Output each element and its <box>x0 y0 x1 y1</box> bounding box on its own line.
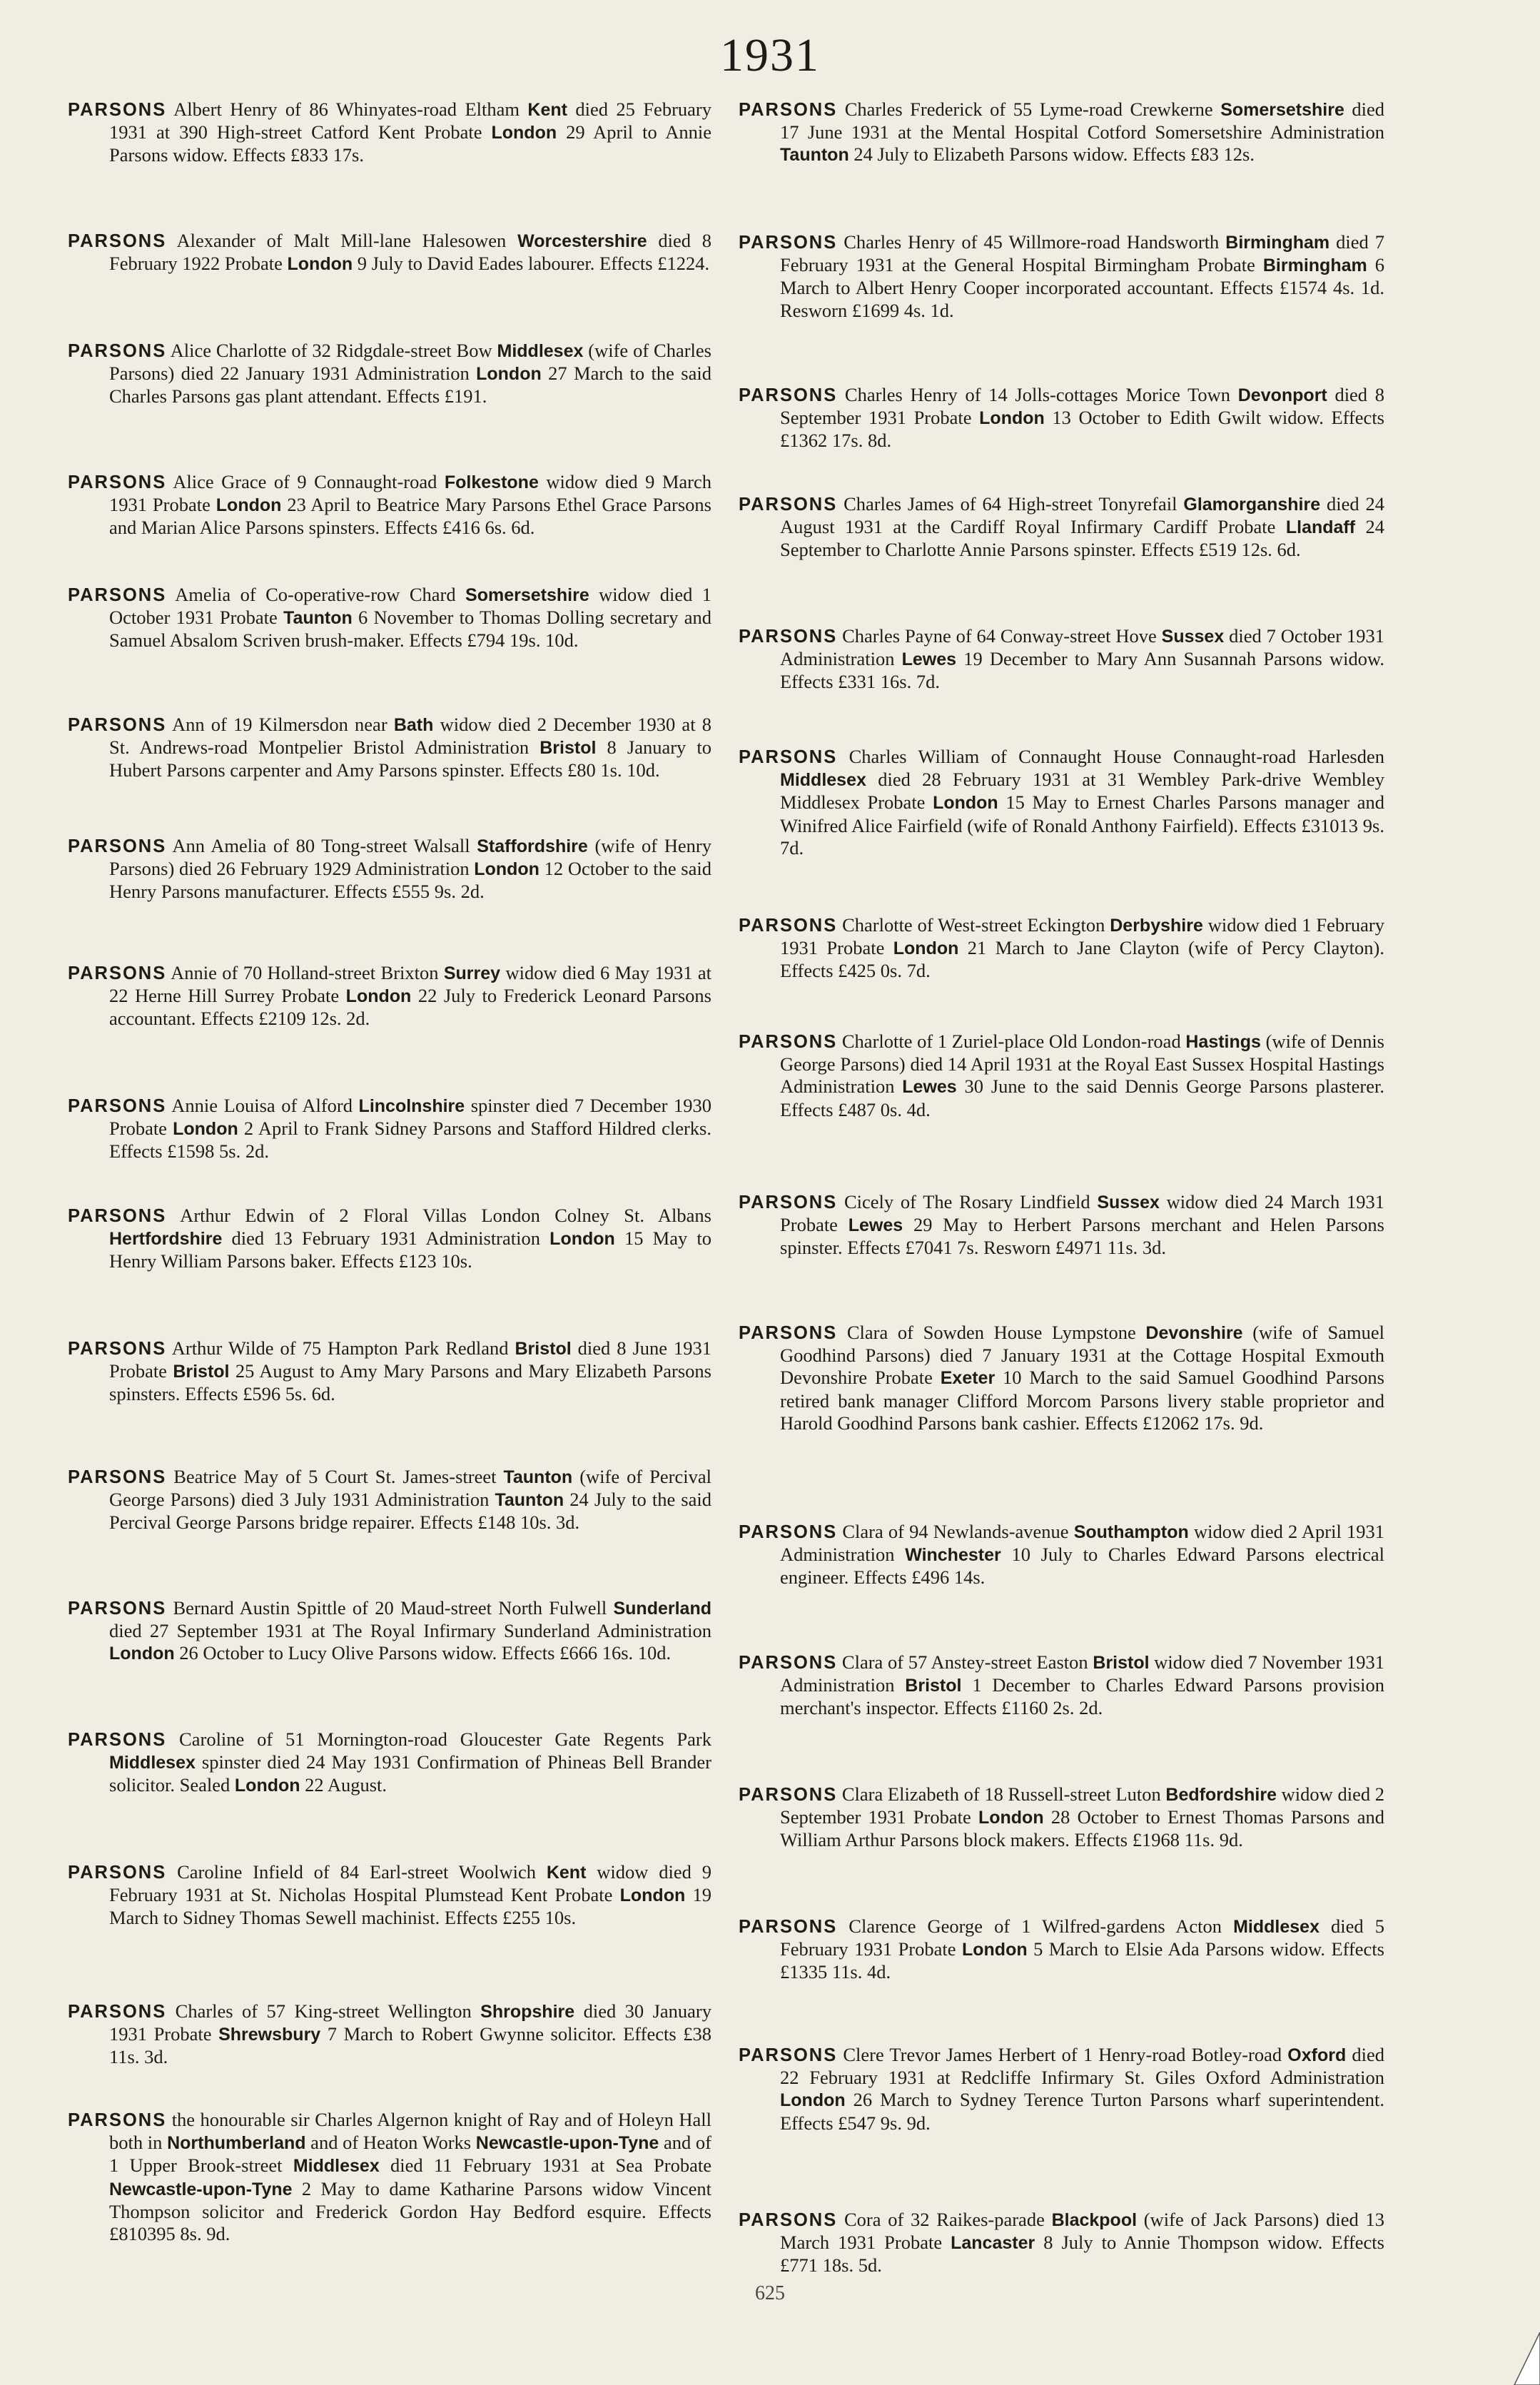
entry-place: London <box>893 938 959 959</box>
entry-place: Lewes <box>902 1077 957 1098</box>
entry-text: widow died 9 February 1931 at St. Nicholas Hospital Plumstead Kent Probate <box>109 1861 712 1906</box>
probate-entry <box>739 384 1384 452</box>
entry-text: Charles William of Connaught House Connaught-road Harlesden <box>837 746 1384 767</box>
entry-text: died 13 February 1931 Administration <box>222 1227 550 1250</box>
probate-entry <box>68 1728 711 1798</box>
entry-text: Charles Payne of 64 Conway-street Hove <box>837 625 1162 647</box>
probate-entry <box>68 1597 711 1666</box>
entry-text: Charles Henry of 14 Jolls-cottages Morice Town <box>837 384 1238 405</box>
entry-place: Glamorganshire <box>1183 495 1321 515</box>
entry-place: London <box>933 793 998 814</box>
entry-text: (wife of Dennis George Parsons) died 14 April 1931 at the Royal East Sussex Hospital Hastings Administration <box>780 1031 1384 1098</box>
entry-text: 22 July to Frederick Leonard Parsons accountant. Effects £2109 12s. 2d. <box>109 985 712 1030</box>
entry-text: 30 June to the said Dennis George Parsons plasterer. Effects £487 0s. 4d. <box>780 1075 1385 1120</box>
entry-place: Middlesex <box>780 770 866 791</box>
entry-place: Derbyshire <box>1110 916 1203 936</box>
entry-place: Lancaster <box>951 2233 1035 2254</box>
entry-place: Northumberland <box>167 2133 306 2154</box>
entry-text: (wife of Jack Parsons) died 13 March 1931 Probate <box>780 2209 1384 2254</box>
probate-entry <box>68 471 711 540</box>
entry-text: Alice Grace of 9 Connaught-road <box>166 471 445 492</box>
entry-surname: PARSONS <box>68 1863 167 1883</box>
probate-entry <box>739 493 1384 562</box>
entry-place: Bristol <box>905 1676 962 1696</box>
entry-place: Llandaff <box>1285 517 1356 538</box>
entry-place: Hertfordshire <box>109 1229 223 1250</box>
entry-text: 10 July to Charles Edward Parsons electrical engineer. Effects £496 14s. <box>780 1544 1384 1589</box>
entry-place: London <box>979 408 1045 429</box>
entry-text: died 27 September 1931 at The Royal Infirmary Sunderland Administration <box>109 1620 711 1642</box>
entry-text: Albert Henry of 86 Whinyates-road Eltham <box>166 98 528 120</box>
entry-text: Charles Frederick of 55 Lyme-road Crewkerne <box>837 98 1221 120</box>
entry-text: Amelia of Co-operative-row Chard <box>166 584 466 605</box>
entry-text: 24 July to the said Percival George Parsons bridge repairer. Effects £148 10s. 3d. <box>109 1489 711 1534</box>
entry-text: widow died 2 September 1931 Probate <box>780 1783 1384 1828</box>
entry-text: Arthur Wilde of 75 Hampton Park Redland <box>166 1337 515 1359</box>
entry-surname: PARSONS <box>68 2110 167 2130</box>
entry-place: London <box>216 495 282 516</box>
entry-text: 2 May to dame Katharine Parsons widow Vincent Thompson solicitor and Frederick Gordon Hay Bedford esquire. Effects £810395 8s. 9d. <box>109 2177 711 2245</box>
probate-entry <box>739 231 1384 322</box>
probate-entry <box>739 914 1384 983</box>
entry-place: Blackpool <box>1051 2210 1138 2230</box>
probate-entry <box>739 1915 1384 1984</box>
entry-text: died 8 September 1931 Probate <box>780 384 1384 429</box>
entry-surname: PARSONS <box>68 341 167 361</box>
entry-text: Cicely of The Rosary Lindfield <box>837 1191 1098 1212</box>
entry-place: Southampton <box>1073 1522 1189 1542</box>
entry-text: died 7 October 1931 Administration <box>780 625 1384 670</box>
entry-place: Sussex <box>1161 627 1225 647</box>
entry-text: Annie of 70 Holland-street Brixton <box>166 962 444 983</box>
entry-place: Folkestone <box>444 472 539 492</box>
probate-entry <box>739 625 1384 694</box>
entry-place: Winchester <box>905 1545 1001 1566</box>
entry-text: 19 March to Sidney Thomas Sewell machinist. Effects £255 10s. <box>109 1884 711 1929</box>
probate-entry <box>68 1337 711 1406</box>
entry-text: 1 December to Charles Edward Parsons provision merchant's inspector. Effects £1160 2s. 2d. <box>780 1674 1384 1719</box>
probate-entry <box>68 230 711 275</box>
entry-text: widow died 7 November 1931 Administration <box>780 1651 1384 1696</box>
entry-place: London <box>491 123 557 143</box>
entry-place: Kent <box>546 1863 587 1883</box>
probate-entry <box>68 98 711 167</box>
entry-text: died 30 January 1931 Probate <box>109 2000 711 2045</box>
entry-text: died 17 June 1931 at the Mental Hospital Cotford Somersetshire Administration <box>780 98 1384 143</box>
entry-place: Taunton <box>495 1490 564 1511</box>
entry-place: Sussex <box>1097 1192 1160 1212</box>
entry-surname: PARSONS <box>68 963 167 983</box>
entry-place: London <box>109 1644 175 1664</box>
entry-place: Somersetshire <box>465 585 589 605</box>
entry-place: London <box>978 1808 1044 1828</box>
entry-place: Oxford <box>1287 2045 1347 2065</box>
entry-place: London <box>173 1119 238 1140</box>
entry-place: London <box>619 1885 686 1906</box>
probate-entry <box>739 1031 1384 1121</box>
entry-text: Caroline of 51 Mornington-road Gloucester Gate Regents Park <box>166 1728 711 1750</box>
entry-place: Lincolnshire <box>358 1096 465 1116</box>
entry-place: Bristol <box>1093 1653 1150 1673</box>
entry-surname: PARSONS <box>739 1522 838 1542</box>
entry-text: 29 May to Herbert Parsons merchant and Helen Parsons spinster. Effects £7041 7s. Resworn £4971 11s. 3d. <box>780 1214 1384 1259</box>
entry-text: died 8 June 1931 Probate <box>109 1337 712 1382</box>
probate-entry <box>68 1466 711 1534</box>
entry-text: (wife of Charles Parsons) died 22 January 1931 Administration <box>109 340 711 385</box>
entry-text: 27 March to the said Charles Parsons gas plant attendant. Effects £191. <box>109 363 711 407</box>
probate-entry <box>739 746 1384 859</box>
entry-text: died 28 February 1931 at 31 Wembley Park-drive Wembley Middlesex Probate <box>780 769 1384 814</box>
entry-surname: PARSONS <box>68 1206 167 1226</box>
probate-entry <box>68 835 711 903</box>
entry-text: Clere Trevor James Herbert of 1 Henry-road Botley-road <box>837 2044 1288 2065</box>
probate-entry <box>739 1783 1384 1852</box>
entry-text: died 5 February 1931 Probate <box>780 1915 1385 1960</box>
entry-place: Taunton <box>283 608 353 629</box>
entry-text: 8 January to Hubert Parsons carpenter and Amy Parsons spinster. Effects £80 1s. 10d. <box>109 736 712 781</box>
entry-text: 6 March to Albert Henry Cooper incorporated accountant. Effects £1574 4s. 1d. Resworn £1699 4s. 1d. <box>780 254 1385 321</box>
entry-text: 12 October to the said Henry Parsons manufacturer. Effects £555 9s. 2d. <box>109 858 711 903</box>
entry-text: widow died 2 April 1931 Administration <box>780 1521 1384 1566</box>
entry-text: Clara of Sowden House Lympstone <box>837 1322 1146 1343</box>
entry-place: Somersetshire <box>1220 100 1344 120</box>
entry-place: Birmingham <box>1225 233 1330 253</box>
entry-text: Cora of 32 Raikes-parade <box>837 2209 1052 2230</box>
entry-text: 28 October to Ernest Thomas Parsons and William Arthur Parsons block makers. Effects £1968 11s. 9d. <box>780 1806 1384 1851</box>
probate-entry <box>739 1191 1384 1260</box>
entry-place: Kent <box>527 100 567 120</box>
entry-place: Newcastle-upon-Tyne <box>475 2133 659 2154</box>
entry-place: London <box>234 1776 300 1796</box>
entry-surname: PARSONS <box>739 1192 838 1212</box>
entry-text: Clara of 94 Newlands-avenue <box>837 1521 1074 1542</box>
entry-text: widow died 2 December 1930 at 8 St. Andrews-road Montpelier Bristol Administration <box>109 714 711 759</box>
entry-text: 25 August to Amy Mary Parsons and Mary Elizabeth Parsons spinsters. Effects £596 5s. 6d. <box>109 1360 711 1405</box>
entry-text: (wife of Samuel Goodhind Parsons) died 7 January 1931 at the Cottage Hospital Exmouth Devonshire Probate <box>780 1322 1384 1389</box>
entry-surname: PARSONS <box>739 627 838 647</box>
entry-place: Staffordshire <box>477 836 588 856</box>
entry-text: Charlotte of 1 Zuriel-place Old London-road <box>837 1031 1186 1052</box>
entry-surname: PARSONS <box>68 2002 167 2022</box>
entry-place: Devonport <box>1237 385 1327 405</box>
entry-text: 26 March to Sydney Terence Turton Parsons wharf superintendent. Effects £547 9s. 9d. <box>780 2089 1384 2134</box>
entry-text: 19 December to Mary Ann Susannah Parsons widow. Effects £331 16s. 7d. <box>780 648 1384 693</box>
entry-place: Devonshire <box>1145 1323 1243 1343</box>
entry-text: Beatrice May of 5 Court St. James-street <box>166 1466 504 1487</box>
entry-place: Bristol <box>515 1339 572 1359</box>
probate-entry <box>68 2109 711 2245</box>
entry-surname: PARSONS <box>739 1785 838 1805</box>
entry-text: Charlotte of West-street Eckington <box>837 914 1110 936</box>
entry-place: London <box>549 1229 615 1250</box>
entry-surname: PARSONS <box>739 1653 838 1673</box>
entry-text: the honourable sir Charles Algernon knight of Ray and of Holeyn Hall both in <box>109 2109 711 2154</box>
entry-text: and of Heaton Works <box>305 2132 476 2154</box>
probate-entry <box>68 2000 711 2069</box>
entry-text: Charles James of 64 High-street Tonyrefail <box>837 493 1184 515</box>
entry-text: 24 September to Charlotte Annie Parsons spinster. Effects £519 12s. 6d. <box>780 516 1385 561</box>
entry-place: London <box>287 254 353 275</box>
entry-text: Clara Elizabeth of 18 Russell-street Luton <box>837 1783 1166 1805</box>
entry-text: 24 July to Elizabeth Parsons widow. Effects £83 12s. <box>848 143 1255 166</box>
entry-place: Newcastle-upon-Tyne <box>109 2179 293 2199</box>
entry-place: Hastings <box>1185 1032 1261 1052</box>
entry-place: Worcestershire <box>517 231 647 251</box>
entry-surname: PARSONS <box>68 585 167 605</box>
entry-surname: PARSONS <box>68 1599 167 1619</box>
entry-surname: PARSONS <box>68 1096 167 1116</box>
entry-text: 29 April to Annie Parsons widow. Effects £833 17s. <box>109 121 712 166</box>
entry-text: died 24 August 1931 at the Cardiff Royal Infirmary Cardiff Probate <box>780 493 1384 538</box>
entry-text: Arthur Edwin of 2 Floral Villas London Colney St. Albans <box>166 1205 711 1226</box>
entry-place: Taunton <box>503 1467 573 1487</box>
entry-text: Alexander of Malt Mill-lane Halesowen <box>166 230 518 251</box>
entry-text: Clara of 57 Anstey-street Easton <box>837 1651 1093 1673</box>
entry-text: Annie Louisa of Alford <box>166 1095 359 1116</box>
entry-place: London <box>474 859 539 880</box>
entry-text: 8 July to Annie Thompson widow. Effects £771 18s. 5d. <box>780 2232 1384 2277</box>
entry-text: 10 March to the said Samuel Goodhind Parsons retired bank manager Clifford Morcom Parsons livery stable proprietor and Harold Goodhind Parsons bank cashier. Effects £12062 17s. 9d. <box>780 1367 1384 1434</box>
entry-text: died 7 February 1931 at the General Hospital Birmingham Probate <box>780 231 1384 276</box>
entry-place: Bedfordshire <box>1165 1785 1277 1805</box>
entry-place: Bristol <box>173 1362 230 1382</box>
entry-text: died 25 February 1931 at 390 High-street Catford Kent Probate <box>109 98 711 143</box>
entry-place: Sunderland <box>613 1599 711 1619</box>
entry-text: 22 August. <box>300 1774 387 1796</box>
entry-text: 15 May to Henry William Parsons baker. Effects £123 10s. <box>109 1227 711 1272</box>
entry-place: Lewes <box>901 649 957 670</box>
entry-text: Alice Charlotte of 32 Ridgdale-street Bow <box>166 340 497 361</box>
entry-place: London <box>961 1940 1028 1960</box>
page-year-heading: 1931 <box>720 29 820 81</box>
entry-surname: PARSONS <box>68 100 167 120</box>
entry-text: Clarence George of 1 Wilfred-gardens Acton <box>837 1915 1234 1937</box>
entry-text: widow died 6 May 1931 at 22 Herne Hill Surrey Probate <box>109 962 711 1007</box>
entry-surname: PARSONS <box>68 836 167 856</box>
entry-place: Middlesex <box>293 2156 380 2177</box>
entry-text: 23 April to Beatrice Mary Parsons Ethel Grace Parsons and Marian Alice Parsons spinsters. Effects £416 6s. 6d. <box>109 494 711 539</box>
entry-place: Middlesex <box>1233 1917 1319 1937</box>
entry-place: London <box>345 986 412 1007</box>
entry-surname: PARSONS <box>68 1730 167 1750</box>
entry-text: spinster died 24 May 1931 Confirmation of Phineas Bell Brander solicitor. Sealed <box>109 1751 711 1796</box>
entry-surname: PARSONS <box>68 1467 167 1487</box>
probate-entry <box>739 1322 1384 1434</box>
entry-surname: PARSONS <box>739 916 838 936</box>
entry-text: Caroline Infield of 84 Earl-street Woolwich <box>166 1861 547 1883</box>
entry-place: Lewes <box>848 1215 903 1236</box>
entry-text: 26 October to Lucy Olive Parsons widow. Effects £666 16s. 10d. <box>174 1642 672 1664</box>
entry-place: Bath <box>393 715 434 735</box>
entry-text: died 11 February 1931 at Sea Probate <box>379 2154 712 2177</box>
entry-text: 5 March to Elsie Ada Parsons widow. Effects £1335 11s. 4d. <box>780 1938 1384 1983</box>
probate-entry <box>68 1861 711 1930</box>
entry-place: London <box>476 364 542 385</box>
probate-entry <box>739 2209 1384 2277</box>
entry-place: London <box>780 2090 846 2111</box>
entry-surname: PARSONS <box>739 2210 838 2230</box>
entry-surname: PARSONS <box>68 715 167 735</box>
entry-surname: PARSONS <box>739 495 838 515</box>
entry-text: 15 May to Ernest Charles Parsons manager and Winifred Alice Fairfield (wife of Ronald Anthony Fairfield). Effects £31013 9s. 7d. <box>780 791 1384 859</box>
entry-text: Ann of 19 Kilmersdon near <box>166 714 394 735</box>
entry-surname: PARSONS <box>739 2045 838 2065</box>
entry-text: and of 1 Upper Brook-street <box>109 2132 711 2177</box>
entry-text: widow died 1 October 1931 Probate <box>109 584 712 629</box>
entry-text: (wife of Percival George Parsons) died 3 July 1931 Administration <box>109 1466 711 1511</box>
entry-text: spinster died 7 December 1930 Probate <box>109 1095 712 1140</box>
entry-place: Middlesex <box>109 1753 196 1773</box>
entry-place: Bristol <box>539 738 597 759</box>
entry-surname: PARSONS <box>739 747 838 767</box>
entry-surname: PARSONS <box>739 233 838 253</box>
probate-entry <box>68 584 711 652</box>
probate-entry <box>68 1095 711 1163</box>
entry-text: 9 July to David Eades labourer. Effects £1224. <box>353 253 710 275</box>
page-corner-fold <box>1511 2332 1540 2385</box>
entry-text: (wife of Henry Parsons) died 26 February 1929 Administration <box>109 835 711 880</box>
probate-entry <box>739 98 1384 167</box>
probate-entry <box>739 1651 1384 1720</box>
probate-entry <box>68 1205 711 1273</box>
probate-entry <box>739 2044 1384 2135</box>
entry-surname: PARSONS <box>739 1917 838 1937</box>
entry-place: Birmingham <box>1262 255 1367 276</box>
entry-text: Charles Henry of 45 Willmore-road Handsworth <box>837 231 1226 253</box>
entry-text: widow died 24 March 1931 Probate <box>780 1191 1384 1236</box>
entry-place: Middlesex <box>497 341 584 361</box>
entry-surname: PARSONS <box>739 1032 838 1052</box>
entry-text: 6 November to Thomas Dolling secretary and Samuel Absalom Scriven brush-maker. Effects £794 19s. 10d. <box>109 607 711 652</box>
entry-place: Shropshire <box>480 2002 575 2022</box>
entry-surname: PARSONS <box>739 100 838 120</box>
entry-place: Taunton <box>780 145 849 166</box>
entry-text: widow died 9 March 1931 Probate <box>109 471 711 516</box>
probate-entry <box>739 1521 1384 1589</box>
entry-text: 2 April to Frank Sidney Parsons and Stafford Hildred clerks. Effects £1598 5s. 2d. <box>109 1118 711 1163</box>
entry-place: Shrewsbury <box>218 2025 321 2045</box>
entry-text: widow died 1 February 1931 Probate <box>780 914 1384 959</box>
entry-surname: PARSONS <box>68 472 167 492</box>
entry-surname: PARSONS <box>739 1323 838 1343</box>
entry-text: Bernard Austin Spittle of 20 Maud-street North Fulwell <box>166 1597 614 1619</box>
probate-entry <box>68 714 711 782</box>
probate-entry <box>68 962 711 1031</box>
entry-text: 7 March to Robert Gwynne solicitor. Effects £38 11s. 3d. <box>109 2023 711 2068</box>
entry-surname: PARSONS <box>739 385 838 405</box>
entry-place: Surrey <box>443 963 501 983</box>
page-number: 625 <box>755 2282 785 2304</box>
entry-text: 13 October to Edith Gwilt widow. Effects £1362 17s. 8d. <box>780 407 1384 452</box>
probate-entry <box>68 340 711 408</box>
entry-surname: PARSONS <box>68 231 167 251</box>
entry-text: died 8 February 1922 Probate <box>109 230 712 275</box>
entry-surname: PARSONS <box>68 1339 167 1359</box>
entry-text: Ann Amelia of 80 Tong-street Walsall <box>166 835 477 856</box>
entry-text: Charles of 57 King-street Wellington <box>166 2000 481 2022</box>
entry-place: Exeter <box>940 1368 996 1389</box>
entry-text: died 22 February 1931 at Redcliffe Infirmary St. Giles Oxford Administration <box>780 2044 1384 2089</box>
entry-text: 21 March to Jane Clayton (wife of Percy Clayton). Effects £425 0s. 7d. <box>780 937 1384 982</box>
